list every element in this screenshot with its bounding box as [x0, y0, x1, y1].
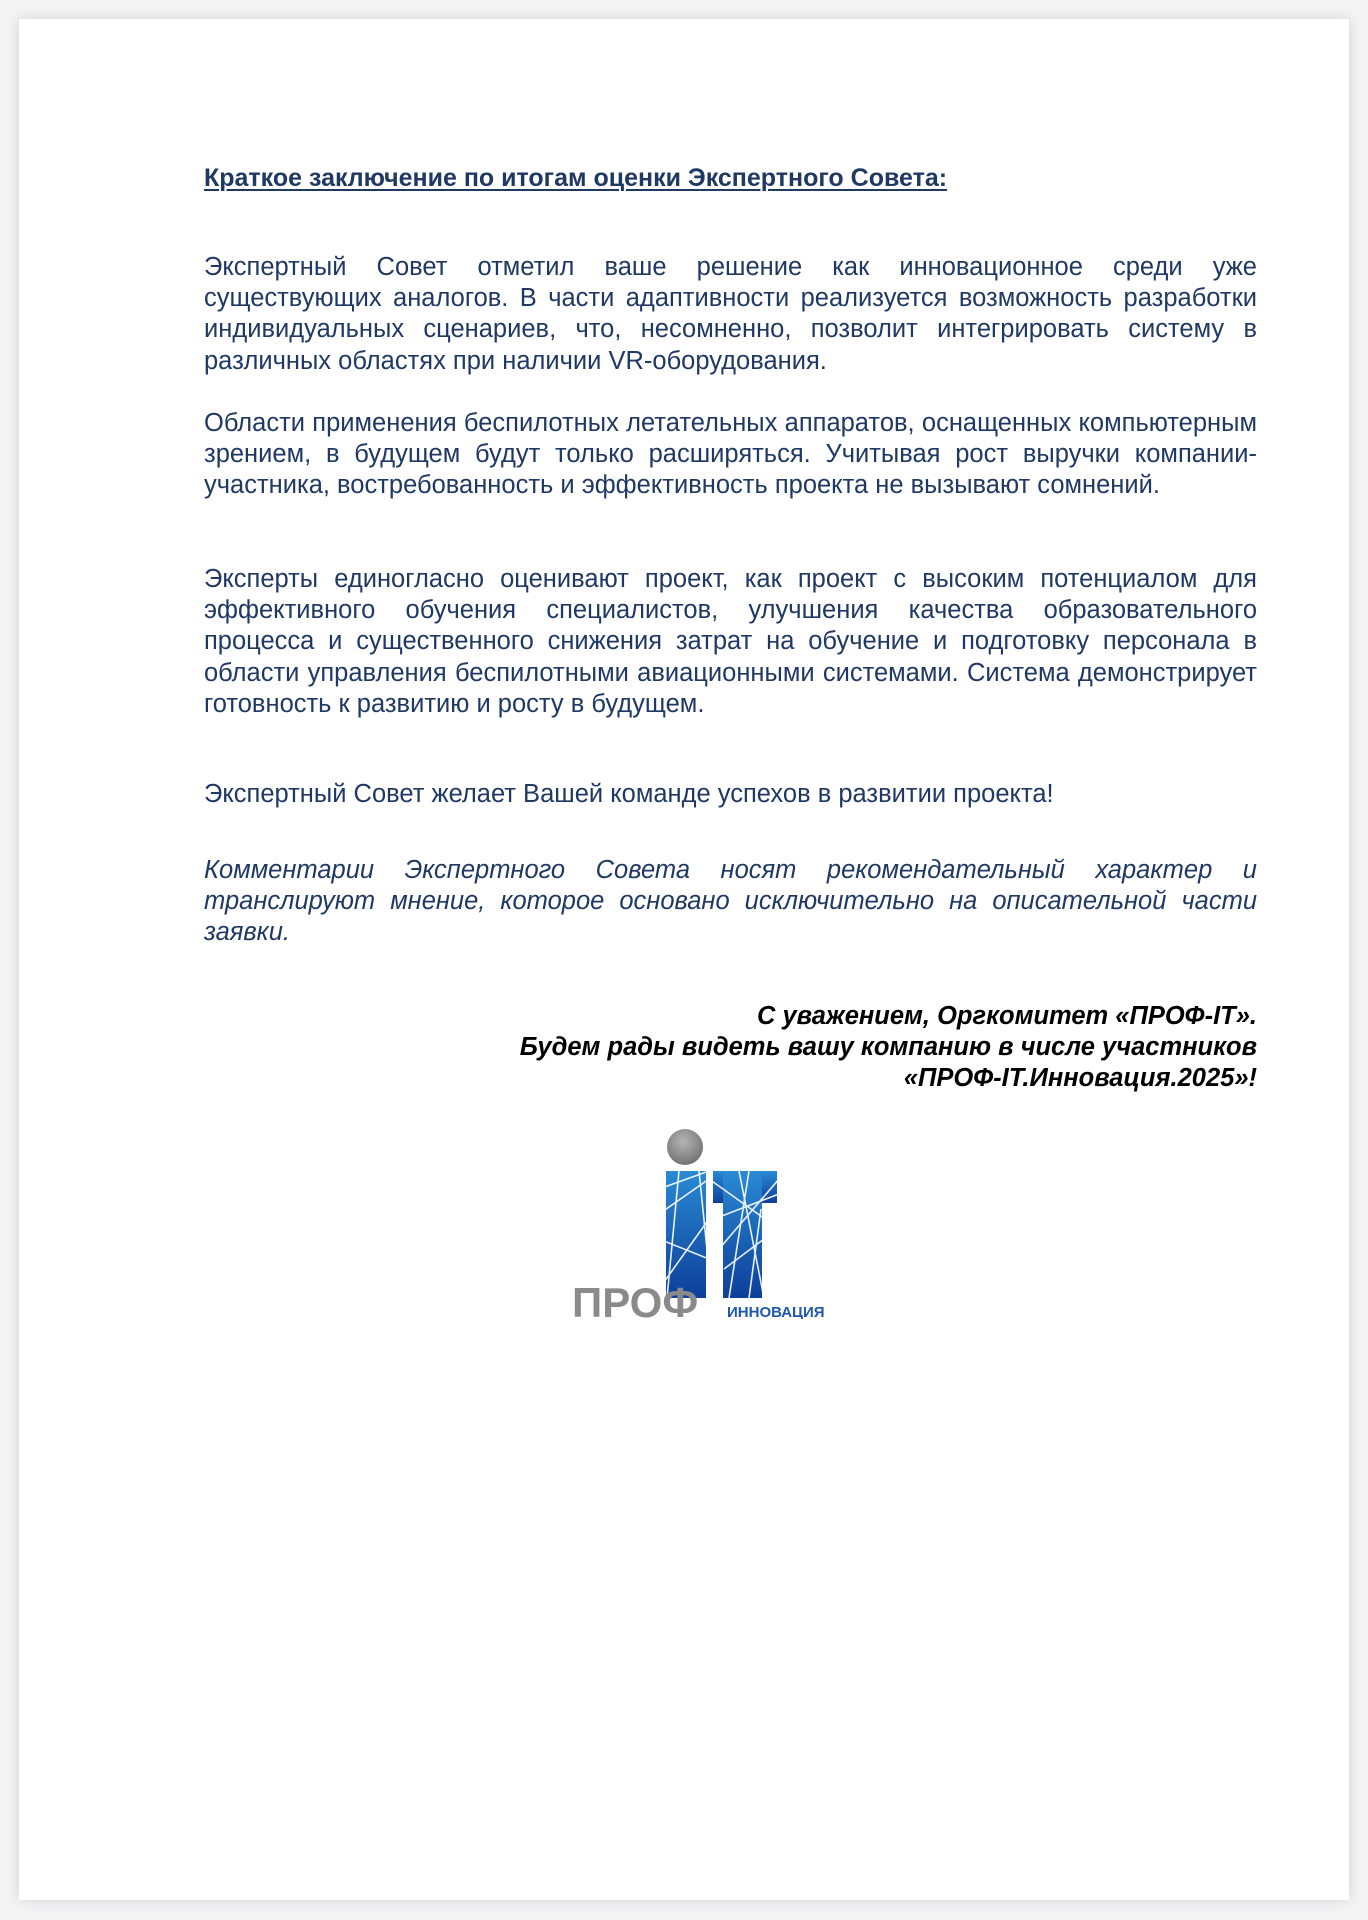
signature-line: Будем рады видеть вашу компанию в числе участников	[519, 1033, 1257, 1062]
paragraph-experts-assessment: Эксперты единогласно оценивают проект, как проект с высоким потенциалом для эффективного обучения специалистов, улучшения качества образовательного процесса и существенного снижения затрат на обучение и подготовку персонала в области управления беспилотными авиационными системами. Система демонстрирует готовность к развитию и росту в будущем.	[204, 565, 1257, 718]
document-title: Краткое заключение по итогам оценки Экспертного Совета:	[204, 164, 948, 192]
paragraph-application-areas: Области применения беспилотных летательных аппаратов, оснащенных компьютерным зрением, в будущем будут только расширяться. Учитывая рост выручки компании-участника, востребованность и эффективность проекта не вызывают сомнений.	[204, 409, 1257, 500]
logo-word-innovation: ИННОВАЦИЯ	[727, 1304, 825, 1319]
logo-word-prof: ПРОФ	[572, 1279, 699, 1319]
logo-dot-icon	[667, 1129, 703, 1165]
document-page	[19, 19, 1349, 1900]
signature-block	[204, 1001, 1257, 1095]
paragraph-innovation: Экспертный Совет отметил ваше решение как инновационное среди уже существующих аналогов. В части адаптивности реализуется возможность разработки индивидуальных сценариев, что, несомненно, позволит интегрировать систему в различных областях при наличии VR-оборудования.	[204, 253, 1257, 375]
prof-it-innovation-logo	[549, 1119, 849, 1319]
disclaimer-note: Комментарии Экспертного Совета носят рекомендательный характер и транслируют мнение, которое основано исключительно на описательной части заявки.	[204, 856, 1257, 947]
signature-line: С уважением, Оргкомитет «ПРОФ-IT».	[756, 1002, 1257, 1030]
wish-text: Экспертный Совет желает Вашей команде успехов в развитии проекта!	[204, 780, 1054, 808]
signature-line: «ПРОФ-IT.Инновация.2025»!	[903, 1064, 1257, 1093]
